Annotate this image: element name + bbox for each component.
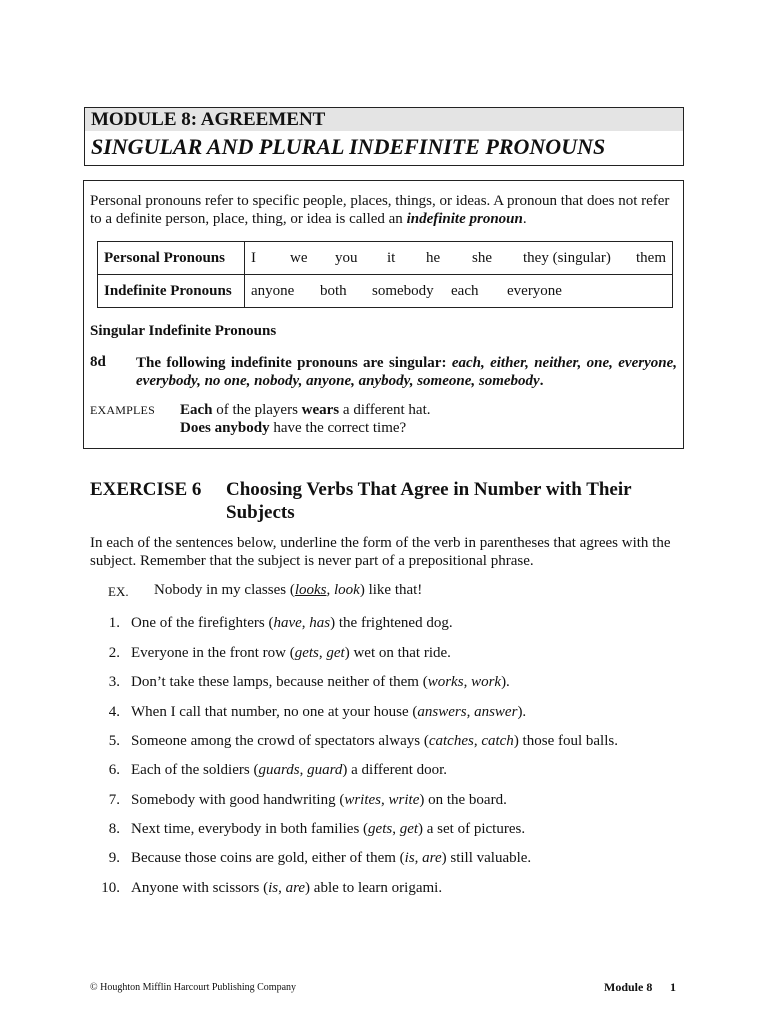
pronoun-item: everyone [507,282,562,299]
row-items-personal [245,242,673,275]
item-text: One of the firefighters ( [131,615,274,631]
verb-option[interactable]: writes [344,792,382,808]
exercise-item [90,674,680,694]
verb-option[interactable]: guard [307,762,343,778]
item-number: 1. [108,615,120,631]
item-text: ) on the board. [419,792,507,808]
option-separator: , [414,850,423,866]
exercise-item [90,821,680,841]
item-text: ) able to learn origami. [305,880,443,896]
example-verb: wears [301,402,340,418]
verb-option[interactable]: gets [294,645,319,661]
exercise-item [90,733,680,753]
option-separator: , [318,645,327,661]
item-text: ). [517,704,527,720]
item-sentence [131,792,507,809]
sample-label: EX. [108,584,129,599]
verb-option[interactable]: catch [481,733,514,749]
item-text: Everyone in the front row ( [131,645,295,661]
item-number: 2. [108,645,120,661]
page-number: 1 [670,980,676,994]
item-number: 6. [108,762,120,778]
item-text: Somebody with good handwriting ( [131,792,345,808]
item-sentence [131,615,453,632]
option-separator: , [473,733,482,749]
rule-statement: The following indefinite pronouns are singular: [136,355,447,371]
table-row-personal [98,242,673,275]
verb-option[interactable]: are [285,880,306,896]
module-title: MODULE 8: AGREEMENT [85,108,683,131]
rule-end: . [539,373,544,389]
verb-option[interactable]: get [399,821,419,837]
exercise-item [90,645,680,665]
sample-option: look [334,582,360,598]
verb-option[interactable]: get [326,645,345,661]
row-items-indefinite [245,275,673,308]
example-text: have the correct time? [269,420,407,436]
pronoun-item: somebody [372,282,434,299]
exercise-number: EXERCISE 6 [90,479,202,500]
sample-answer: looks [294,582,327,598]
module-subtitle: SINGULAR AND PLURAL INDEFINITE PRONOUNS [91,134,606,159]
exercise-item [90,792,680,812]
example-subject: Does anybody [180,420,270,436]
rule-number: 8d [90,354,106,370]
intro-paragraph [90,192,678,228]
item-number: 5. [108,733,120,749]
verb-option[interactable]: gets [368,821,393,837]
sample-text: Nobody in my classes ( [154,582,295,598]
verb-option[interactable]: guards [258,762,300,778]
item-sentence [131,645,451,662]
item-sentence [131,674,510,691]
item-text: ) a set of pictures. [418,821,526,837]
item-sentence [131,821,525,838]
item-sentence [131,733,618,750]
option-separator: , [463,674,472,690]
item-text: ) a different door. [342,762,448,778]
examples-label: EXAMPLES [90,403,155,417]
item-number: 7. [108,792,120,808]
option-separator: , [381,792,389,808]
verb-option[interactable]: have [273,615,302,631]
exercise-item [90,615,680,635]
rule-text [136,354,677,390]
item-text: ) the frightened dog. [330,615,453,631]
exercise-item [90,704,680,724]
option-separator: , [278,880,286,896]
row-label-indefinite: Indefinite Pronouns [98,275,245,308]
exercise-item [90,850,680,870]
item-sentence [131,704,526,721]
option-separator: , [299,762,308,778]
pronoun-item: anyone [251,282,295,299]
option-separator: , [301,615,310,631]
intro-end: . [522,211,527,227]
footer-module: Module 8 [604,980,653,994]
footer-copyright: © Houghton Mifflin Harcourt Publishing Company [90,982,297,993]
verb-option[interactable]: are [422,850,442,866]
item-text: ) wet on that ride. [344,645,451,661]
pronoun-item: he [426,249,441,266]
pronoun-table [97,241,673,308]
pronoun-item: each [451,282,479,299]
item-text: ). [501,674,510,690]
item-number: 3. [108,674,120,690]
intro-text: Personal pronouns refer to specific people, places, things, or ideas. A pronoun that does not refer to a definite person, place, thing, or idea is called an [90,193,670,227]
module-header-box [84,107,684,166]
pronoun-item: she [472,249,492,266]
verb-option[interactable]: works [427,674,464,690]
example-text: a different hat. [339,402,431,418]
option-separator: , [466,704,475,720]
item-text: Anyone with scissors ( [131,880,269,896]
item-sentence [131,762,447,779]
item-text: Each of the soldiers ( [131,762,259,778]
verb-option[interactable]: write [388,792,420,808]
item-number: 9. [108,850,120,866]
verb-option[interactable]: work [471,674,502,690]
pronoun-item: both [320,282,347,299]
item-text: ) those foul balls. [513,733,618,749]
sample-separator: , [326,582,334,598]
item-text: Because those coins are gold, either of them ( [131,850,405,866]
verb-option[interactable]: answers [417,704,467,720]
item-text: When I call that number, no one at your house ( [131,704,418,720]
pronoun-item: you [335,249,358,266]
item-number: 8. [108,821,120,837]
item-sentence [131,880,442,897]
item-sentence [131,850,531,867]
example-sentence [180,420,406,437]
item-number: 10. [101,880,120,896]
pronoun-item: it [387,249,396,266]
exercise-title: Choosing Verbs That Agree in Number with Their Subjects [226,479,632,523]
sample-sentence [154,582,422,599]
sample-text: ) like that! [359,582,423,598]
verb-option[interactable]: is [404,850,415,866]
example-subject: Each [180,402,213,418]
exercise-item [90,762,680,782]
option-separator: , [392,821,400,837]
pronoun-item: they (singular) [523,249,611,266]
pronoun-item: we [290,249,308,266]
example-sentence [180,402,431,419]
intro-term: indefinite pronoun [406,211,523,227]
table-row-indefinite [98,275,673,308]
verb-option[interactable]: is [268,880,279,896]
pronoun-item: I [251,249,256,266]
row-label-personal: Personal Pronouns [98,242,245,275]
singular-heading: Singular Indefinite Pronouns [90,323,277,339]
verb-option[interactable]: answer [474,704,518,720]
item-text: Someone among the crowd of spectators always ( [131,733,429,749]
rule-list: each, either, neither, one, everyone, everybody, no one, nobody, anyone, anybody, someone, somebody [136,355,677,389]
exercise-instructions: In each of the sentences below, underline the form of the verb in parentheses that agrees with the subject. Remember that the subject is never part of a prepositional phrase. [90,535,671,569]
item-number: 4. [108,704,120,720]
item-text: Next time, everybody in both families ( [131,821,369,837]
item-text: Don’t take these lamps, because neither of them ( [131,674,428,690]
item-text: ) still valuable. [441,850,532,866]
pronoun-item: them [636,249,666,266]
verb-option[interactable]: has [309,615,331,631]
verb-option[interactable]: catches [428,733,474,749]
exercise-item [90,880,680,900]
example-text: of the players [212,402,302,418]
lesson-box [83,180,684,449]
